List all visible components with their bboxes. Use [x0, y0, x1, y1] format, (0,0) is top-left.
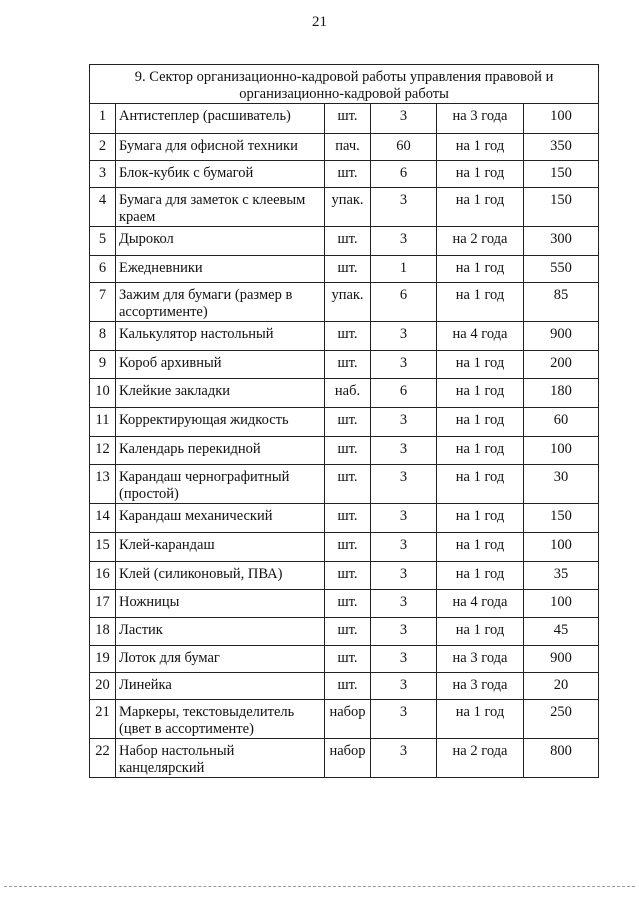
- table-row: [90, 533, 599, 562]
- quantity-cell: 3: [371, 646, 437, 673]
- usage-term-cell: на 1 год: [437, 408, 524, 437]
- unit-cell: шт.: [325, 673, 371, 700]
- row-number-cell: 19: [90, 646, 116, 673]
- unit-cell: шт.: [325, 351, 371, 379]
- price-cell: 350: [524, 134, 599, 161]
- price-cell: 20: [524, 673, 599, 700]
- usage-term-cell: на 1 год: [437, 504, 524, 533]
- unit-cell: шт.: [325, 533, 371, 562]
- usage-term-cell: на 4 года: [437, 322, 524, 351]
- quantity-cell: 60: [371, 134, 437, 161]
- item-name-cell: Календарь перекидной: [116, 437, 325, 465]
- item-name-cell: Клейкие закладки: [116, 379, 325, 408]
- quantity-cell: 3: [371, 465, 437, 504]
- section-title: 9. Сектор организационно-кадровой работы управления правовой и организационно-кадровой работы: [90, 65, 599, 104]
- unit-cell: шт.: [325, 437, 371, 465]
- quantity-cell: 3: [371, 739, 437, 778]
- row-number-cell: 5: [90, 227, 116, 256]
- item-name-cell: Маркеры, текстовыделитель (цвет в ассортименте): [116, 700, 325, 739]
- usage-term-cell: на 1 год: [437, 161, 524, 188]
- table-row: [90, 739, 599, 778]
- row-number-cell: 20: [90, 673, 116, 700]
- usage-term-cell: на 1 год: [437, 188, 524, 227]
- usage-term-cell: на 1 год: [437, 437, 524, 465]
- price-cell: 30: [524, 465, 599, 504]
- unit-cell: шт.: [325, 322, 371, 351]
- table-row: [90, 161, 599, 188]
- usage-term-cell: на 3 года: [437, 646, 524, 673]
- table-row: [90, 504, 599, 533]
- row-number-cell: 3: [90, 161, 116, 188]
- quantity-cell: 3: [371, 562, 437, 590]
- supplies-table: [89, 64, 599, 778]
- row-number-cell: 1: [90, 104, 116, 134]
- quantity-cell: 6: [371, 283, 437, 322]
- unit-cell: упак.: [325, 188, 371, 227]
- quantity-cell: 1: [371, 256, 437, 283]
- row-number-cell: 4: [90, 188, 116, 227]
- quantity-cell: 3: [371, 504, 437, 533]
- item-name-cell: Линейка: [116, 673, 325, 700]
- item-name-cell: Клей-карандаш: [116, 533, 325, 562]
- unit-cell: шт.: [325, 618, 371, 646]
- table-row: [90, 562, 599, 590]
- usage-term-cell: на 1 год: [437, 351, 524, 379]
- unit-cell: набор: [325, 700, 371, 739]
- usage-term-cell: на 1 год: [437, 134, 524, 161]
- price-cell: 900: [524, 646, 599, 673]
- table-row: [90, 379, 599, 408]
- item-name-cell: Ножницы: [116, 590, 325, 618]
- quantity-cell: 3: [371, 227, 437, 256]
- row-number-cell: 22: [90, 739, 116, 778]
- unit-cell: набор: [325, 739, 371, 778]
- usage-term-cell: на 1 год: [437, 256, 524, 283]
- unit-cell: шт.: [325, 408, 371, 437]
- row-number-cell: 9: [90, 351, 116, 379]
- item-name-cell: Карандаш механический: [116, 504, 325, 533]
- unit-cell: наб.: [325, 379, 371, 408]
- item-name-cell: Лоток для бумаг: [116, 646, 325, 673]
- price-cell: 550: [524, 256, 599, 283]
- quantity-cell: 3: [371, 618, 437, 646]
- table-row: [90, 283, 599, 322]
- item-name-cell: Карандаш чернографитный (простой): [116, 465, 325, 504]
- table-row: [90, 322, 599, 351]
- quantity-cell: 3: [371, 673, 437, 700]
- table-row: [90, 104, 599, 134]
- price-cell: 250: [524, 700, 599, 739]
- unit-cell: шт.: [325, 161, 371, 188]
- unit-cell: шт.: [325, 465, 371, 504]
- row-number-cell: 17: [90, 590, 116, 618]
- usage-term-cell: на 4 года: [437, 590, 524, 618]
- quantity-cell: 6: [371, 379, 437, 408]
- row-number-cell: 6: [90, 256, 116, 283]
- usage-term-cell: на 1 год: [437, 465, 524, 504]
- price-cell: 100: [524, 590, 599, 618]
- row-number-cell: 7: [90, 283, 116, 322]
- price-cell: 200: [524, 351, 599, 379]
- price-cell: 35: [524, 562, 599, 590]
- price-cell: 100: [524, 533, 599, 562]
- row-number-cell: 16: [90, 562, 116, 590]
- item-name-cell: Корректирующая жидкость: [116, 408, 325, 437]
- quantity-cell: 3: [371, 104, 437, 134]
- row-number-cell: 13: [90, 465, 116, 504]
- item-name-cell: Зажим для бумаги (размер в ассортименте): [116, 283, 325, 322]
- usage-term-cell: на 1 год: [437, 533, 524, 562]
- table-row: [90, 351, 599, 379]
- table-row: [90, 700, 599, 739]
- unit-cell: шт.: [325, 590, 371, 618]
- row-number-cell: 10: [90, 379, 116, 408]
- price-cell: 800: [524, 739, 599, 778]
- unit-cell: шт.: [325, 562, 371, 590]
- unit-cell: упак.: [325, 283, 371, 322]
- price-cell: 100: [524, 437, 599, 465]
- item-name-cell: Антистеплер (расшиватель): [116, 104, 325, 134]
- price-cell: 100: [524, 104, 599, 134]
- row-number-cell: 15: [90, 533, 116, 562]
- item-name-cell: Блок-кубик с бумагой: [116, 161, 325, 188]
- usage-term-cell: на 1 год: [437, 618, 524, 646]
- unit-cell: шт.: [325, 256, 371, 283]
- quantity-cell: 6: [371, 161, 437, 188]
- table-row: [90, 134, 599, 161]
- quantity-cell: 3: [371, 437, 437, 465]
- table-row: [90, 256, 599, 283]
- item-name-cell: Дырокол: [116, 227, 325, 256]
- quantity-cell: 3: [371, 322, 437, 351]
- usage-term-cell: на 1 год: [437, 379, 524, 408]
- quantity-cell: 3: [371, 590, 437, 618]
- usage-term-cell: на 3 года: [437, 673, 524, 700]
- usage-term-cell: на 1 год: [437, 700, 524, 739]
- usage-term-cell: на 1 год: [437, 562, 524, 590]
- table-row: [90, 188, 599, 227]
- item-name-cell: Калькулятор настольный: [116, 322, 325, 351]
- page-bottom-line: [4, 886, 635, 887]
- page-number: 21: [312, 14, 327, 30]
- unit-cell: пач.: [325, 134, 371, 161]
- row-number-cell: 21: [90, 700, 116, 739]
- item-name-cell: Короб архивный: [116, 351, 325, 379]
- row-number-cell: 11: [90, 408, 116, 437]
- quantity-cell: 3: [371, 700, 437, 739]
- item-name-cell: Ежедневники: [116, 256, 325, 283]
- price-cell: 300: [524, 227, 599, 256]
- item-name-cell: Клей (силиконовый, ПВА): [116, 562, 325, 590]
- quantity-cell: 3: [371, 408, 437, 437]
- row-number-cell: 2: [90, 134, 116, 161]
- quantity-cell: 3: [371, 533, 437, 562]
- table-row: [90, 465, 599, 504]
- usage-term-cell: на 2 года: [437, 227, 524, 256]
- item-name-cell: Набор настольный канцелярский: [116, 739, 325, 778]
- unit-cell: шт.: [325, 227, 371, 256]
- usage-term-cell: на 2 года: [437, 739, 524, 778]
- unit-cell: шт.: [325, 646, 371, 673]
- item-name-cell: Бумага для заметок с клеевым краем: [116, 188, 325, 227]
- table-row: [90, 590, 599, 618]
- item-name-cell: Ластик: [116, 618, 325, 646]
- table-row: [90, 618, 599, 646]
- table-row: [90, 227, 599, 256]
- table-row: [90, 437, 599, 465]
- table-row: [90, 673, 599, 700]
- unit-cell: шт.: [325, 104, 371, 134]
- price-cell: 85: [524, 283, 599, 322]
- quantity-cell: 3: [371, 188, 437, 227]
- price-cell: 900: [524, 322, 599, 351]
- table-row: [90, 646, 599, 673]
- section-header-row: [90, 65, 599, 104]
- usage-term-cell: на 3 года: [437, 104, 524, 134]
- unit-cell: шт.: [325, 504, 371, 533]
- item-name-cell: Бумага для офисной техники: [116, 134, 325, 161]
- price-cell: 60: [524, 408, 599, 437]
- table-row: [90, 408, 599, 437]
- price-cell: 180: [524, 379, 599, 408]
- row-number-cell: 18: [90, 618, 116, 646]
- row-number-cell: 12: [90, 437, 116, 465]
- price-cell: 45: [524, 618, 599, 646]
- usage-term-cell: на 1 год: [437, 283, 524, 322]
- price-cell: 150: [524, 161, 599, 188]
- row-number-cell: 8: [90, 322, 116, 351]
- quantity-cell: 3: [371, 351, 437, 379]
- price-cell: 150: [524, 188, 599, 227]
- price-cell: 150: [524, 504, 599, 533]
- row-number-cell: 14: [90, 504, 116, 533]
